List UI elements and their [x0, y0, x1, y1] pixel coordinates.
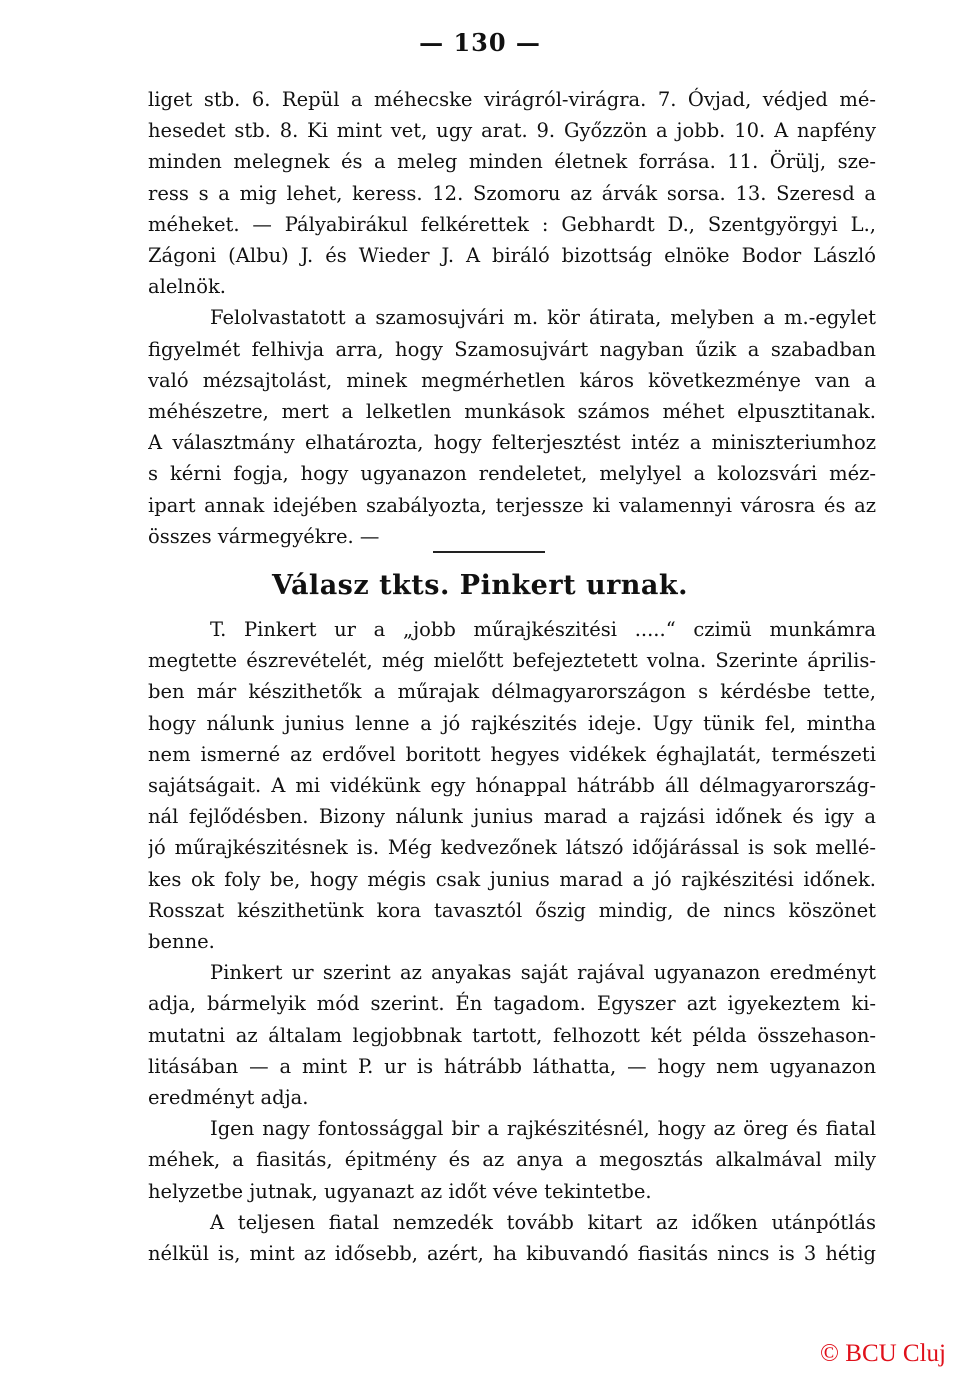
text-line: nál fejlődésben. Bizony nálunk junius marad a rajzási időnek és igy a	[148, 805, 876, 829]
text-block-top	[148, 84, 876, 552]
text-line: s kérni fogja, hogy ugyanazon rendeletet, melylyel a kolozsvári méz-	[148, 462, 876, 486]
text-line: sajátságait. A mi vidékünk egy hónappal hátrább áll délmagyarország-	[148, 774, 876, 798]
text-line: A választmány elhatározta, hogy felterjesztést intéz a miniszteriumhoz	[148, 431, 876, 455]
text-line: Rosszat készithetünk kora tavasztól őszig mindig, de nincs köszönet	[148, 898, 876, 922]
text-line: ben már készithetők a műrajak délmagyarországon s kérdésbe tette,	[148, 680, 876, 704]
text-line: Zágoni (Albu) J. és Wieder J. A biráló bizottság elnöke Bodor László	[148, 244, 876, 268]
text-line: nélkül is, mint az idősebb, azért, ha kibuvandó fiasitás nincs is 3 hétig	[148, 1242, 876, 1266]
text-line: figyelmét felhivja arra, hogy Szamosujvárt nagyban űzik a szabadban	[148, 337, 876, 361]
text-line: benne.	[148, 930, 215, 954]
text-line: összes vármegyékre. —	[148, 524, 380, 548]
page-number: — 130 —	[419, 28, 541, 57]
text-line: megtette észrevételét, még mielőtt befejeztetett volna. Szerinte április-	[148, 649, 876, 673]
text-line: méheket. — Pályabirákul felkérettek : Gebhardt D., Szentgyörgyi L.,	[148, 212, 876, 236]
text-line: Igen nagy fontossággal bir a rajkészitésnél, hogy az öreg és fiatal	[210, 1117, 876, 1141]
section-divider	[433, 551, 545, 553]
text-line: ipart annak idejében szabályozta, terjessze ki valamennyi városra és az	[148, 493, 876, 517]
text-line: kes ok foly be, hogy mégis csak junius marad a jó rajkészitési időnek.	[148, 867, 876, 891]
text-line: mutatni az általam legjobbnak tartott, felhozott két példa összehason-	[148, 1023, 876, 1047]
text-line: Felolvastatott a szamosujvári m. kör átirata, melyben a m.-egylet	[210, 306, 876, 330]
text-line: adja, bármelyik mód szerint. Én tagadom. Egyszer azt igyekeztem ki-	[148, 992, 876, 1016]
section-title: Válasz tkts. Pinkert urnak.	[271, 570, 689, 601]
text-line: T. Pinkert ur a „jobb műrajkészitési .....“ czimü munkámra	[210, 618, 876, 641]
text-line: jó műrajkészitésnek is. Még kedvezőnek látszó időjárással is sok mellé-	[148, 836, 876, 860]
text-line: eredményt adja.	[148, 1086, 309, 1110]
text-line: való mézsajtolást, minek megmérhetlen káros következménye van a	[148, 368, 876, 392]
text-line: minden melegnek és a meleg minden életnek forrása. 11. Örülj, sze-	[148, 150, 876, 174]
text-line: A teljesen fiatal nemzedék tovább kitart az időken utánpótlás	[210, 1210, 876, 1234]
text-line: litásában — a mint P. ur is hátrább láthatta, — hogy nem ugyanazon	[148, 1054, 876, 1078]
text-line: Pinkert ur szerint az anyakas saját rajával ugyanazon eredményt	[210, 961, 876, 985]
text-line: alelnök.	[148, 275, 226, 299]
text-line: hesedet stb. 8. Ki mint vet, ugy arat. 9. Győzzön a jobb. 10. A napfény	[148, 119, 876, 143]
text-line: méhészetre, mert a lelketlen munkások számos méhet elpusztitanak.	[148, 400, 876, 424]
text-line: nem ismerné az erdővel boritott hegyes vidékek éghajlatát, természeti	[148, 742, 876, 766]
watermark: © BCU Cluj	[820, 1340, 946, 1367]
text-block-bottom	[148, 614, 876, 1269]
text-line: ress s a mig lehet, keress. 12. Szomoru az árvák sorsa. 13. Szeresd a	[148, 181, 876, 205]
text-line: méhek, a fiasitás, épitmény és az anya a megosztás alkalmával mily	[148, 1148, 876, 1172]
text-line: helyzetbe jutnak, ugyanazt az időt véve tekintetbe.	[148, 1179, 652, 1203]
text-line: hogy nálunk junius lenne a jó rajkészités ideje. Ugy tünik fel, mintha	[148, 711, 876, 735]
text-line: liget stb. 6. Repül a méhecske virágról-virágra. 7. Óvjad, védjed mé-	[148, 88, 876, 111]
